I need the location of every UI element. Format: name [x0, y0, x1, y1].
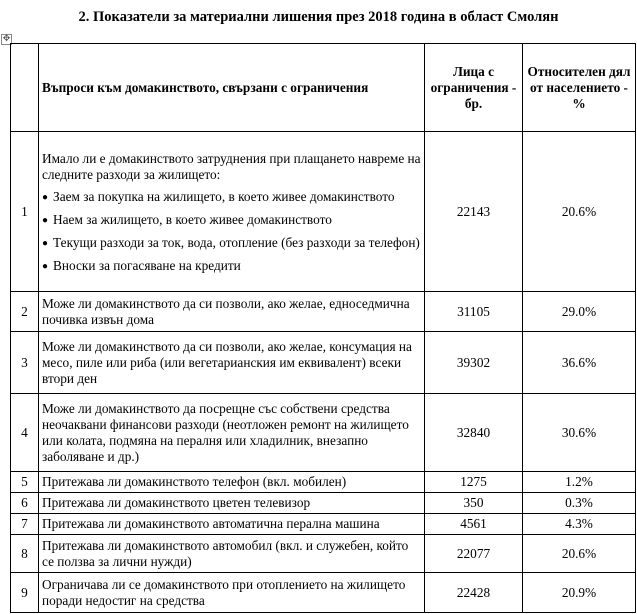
row-question: Притежава ли домакинството автомобил (вкл. и служебен, който се ползва за лични нужди) [39, 535, 425, 573]
row-question: Притежава ли домакинството автоматична перална машина [39, 514, 425, 535]
row-intro: Имало ли е домакинството затруднения при плащането навреме на следните разходи за жилището: [42, 150, 421, 182]
row-persons: 22077 [425, 535, 523, 573]
row-question: Ограничава ли се домакинството при отоплението на жилището поради недостиг на средства [39, 573, 425, 613]
header-share: Относителен дял от населението - % [523, 44, 636, 132]
row-number: 5 [11, 472, 39, 493]
row-share: 36.6% [523, 332, 636, 394]
row-number: 1 [11, 132, 39, 292]
move-handle-icon[interactable]: ✥ [2, 34, 11, 44]
row-share: 20.6% [523, 535, 636, 573]
table-row [11, 132, 636, 292]
row-question [39, 132, 425, 292]
table-header-row [11, 44, 636, 132]
row-persons: 4561 [425, 514, 523, 535]
row-share: 20.6% [523, 132, 636, 292]
row-number: 2 [11, 292, 39, 332]
bullet-list [42, 189, 421, 275]
list-item: ● Наем за жилището, в което живее домакинството [42, 211, 332, 227]
table-row [11, 394, 636, 472]
row-number: 3 [11, 332, 39, 394]
row-question: Притежава ли домакинството цветен телевизор [39, 493, 425, 514]
list-item: ● Заем за покупка на жилището, в което живее домакинството [42, 188, 395, 204]
row-persons: 22143 [425, 132, 523, 292]
row-question: Може ли домакинството да си позволи, ако желае, консумация на месо, пиле или риба (или вегетарианския им еквивалент) всеки втори ден [39, 332, 425, 394]
bullet-icon: ● [42, 237, 49, 249]
table-row [11, 535, 636, 573]
row-number: 9 [11, 573, 39, 613]
row-number: 7 [11, 514, 39, 535]
row-persons: 31105 [425, 292, 523, 332]
table-row [11, 493, 636, 514]
deprivation-table [10, 43, 636, 613]
header-question: Въпроси към домакинството, свързани с ограничения [39, 44, 425, 132]
table-row [11, 292, 636, 332]
row-number: 6 [11, 493, 39, 514]
row-share: 4.3% [523, 514, 636, 535]
table-row [11, 332, 636, 394]
row-persons: 39302 [425, 332, 523, 394]
bullet-icon: ● [42, 214, 49, 226]
row-question: Може ли домакинството да посрещне със собствени средства неочаквани финансови разходи (неотложен ремонт на жилището или колата, подмяна на пералня или хладилник, внезапно заболяване и др.) [39, 394, 425, 472]
row-number: 4 [11, 394, 39, 472]
row-share: 29.0% [523, 292, 636, 332]
bullet-icon: ● [42, 191, 49, 203]
header-number [11, 44, 39, 132]
row-persons: 32840 [425, 394, 523, 472]
row-share: 30.6% [523, 394, 636, 472]
row-persons: 1275 [425, 472, 523, 493]
list-item: ● Вноски за погасяване на кредити [42, 257, 241, 273]
row-number: 8 [11, 535, 39, 573]
list-item: ● Текущи разходи за ток, вода, отопление (без разходи за телефон) [42, 234, 420, 250]
row-share: 1.2% [523, 472, 636, 493]
row-question: Притежава ли домакинството телефон (вкл. мобилен) [39, 472, 425, 493]
header-persons: Лица с ограничения - бр. [425, 44, 523, 132]
table-row [11, 472, 636, 493]
row-persons: 350 [425, 493, 523, 514]
row-persons: 22428 [425, 573, 523, 613]
row-share: 0.3% [523, 493, 636, 514]
bullet-icon: ● [42, 260, 49, 272]
row-question: Може ли домакинството да си позволи, ако желае, едноседмична почивка извън дома [39, 292, 425, 332]
page-title: 2. Показатели за материални лишения през 2018 година в област Смолян [78, 9, 559, 25]
row-share: 20.9% [523, 573, 636, 613]
table-row [11, 573, 636, 613]
table-row [11, 514, 636, 535]
